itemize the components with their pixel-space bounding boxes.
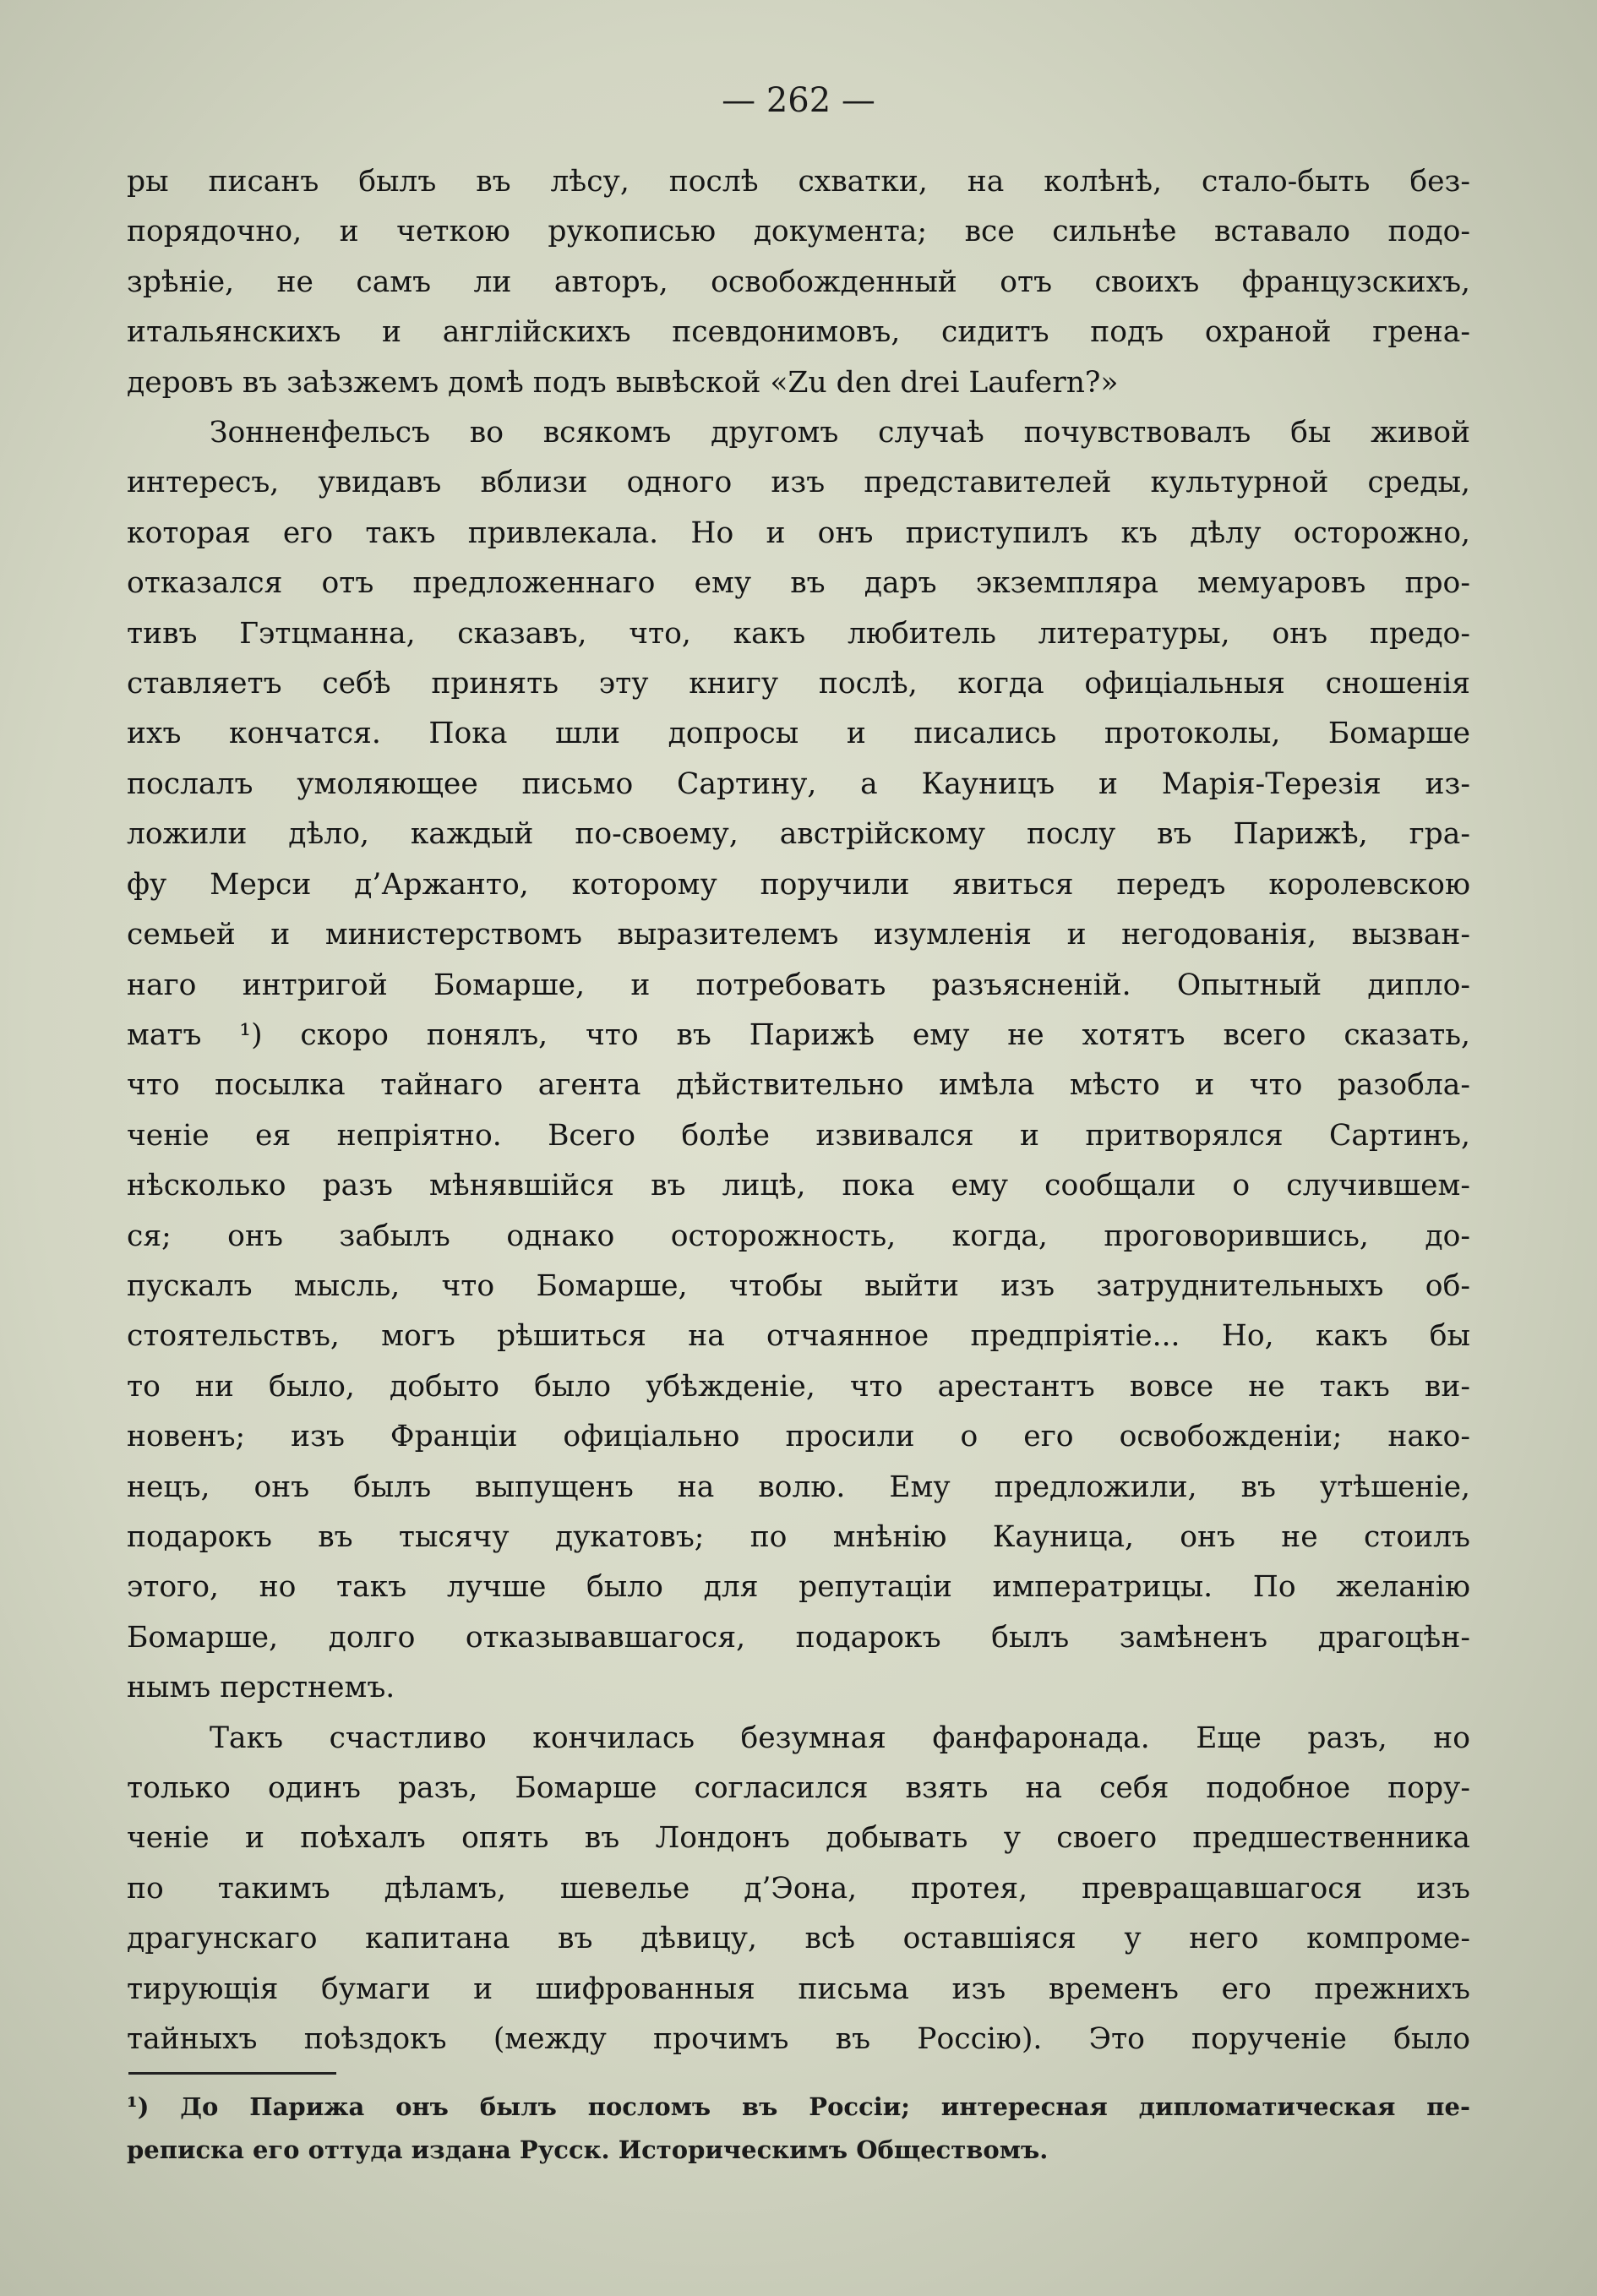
paragraph-3 <box>127 1714 1470 2065</box>
text-line: нецъ, онъ былъ выпущенъ на волю. Ему предложили, въ утѣшеніе, <box>127 1470 1470 1504</box>
text-line: что посылка тайнаго агента дѣйствительно имѣла мѣсто и что разобла- <box>127 1068 1470 1103</box>
text-line: ченіе и поѣхалъ опять въ Лондонъ добывать у своего предшественника <box>127 1821 1470 1856</box>
text-line: отказался отъ предложеннаго ему въ даръ экземпляра мемуаровъ про- <box>127 566 1470 601</box>
text-line: по такимъ дѣламъ, шевелье д’Эона, протея, превращавшагося изъ <box>127 1871 1470 1906</box>
text-line: подарокъ въ тысячу дукатовъ; по мнѣнію Кауница, онъ не стоилъ <box>127 1519 1470 1554</box>
text-line: этого, но такъ лучше было для репутаціи императрицы. По желанію <box>127 1570 1470 1605</box>
text-line: новенъ; изъ Франціи офиціально просили о его освобожденіи; нако- <box>127 1420 1470 1454</box>
text-line: интересъ, увидавъ вблизи одного изъ представителей культурной среды, <box>127 466 1470 500</box>
text-line: нѣсколько разъ мѣнявшійся въ лицѣ, пока ему сообщали о случившем- <box>127 1169 1470 1203</box>
text-line: ихъ кончатся. Пока шли допросы и писались протоколы, Бомарше <box>127 717 1470 751</box>
text-line: Такъ счастливо кончилась безумная фанфаронада. Еще разъ, но <box>210 1721 1470 1755</box>
text-line: ложили дѣло, каждый по-своему, австрійскому послу въ Парижѣ, гра- <box>127 817 1470 852</box>
text-line: итальянскихъ и англійскихъ псевдонимовъ, сидитъ подъ охраной грена- <box>127 315 1470 350</box>
text-line: фу Мерси д’Аржанто, которому поручили явиться передъ королевскою <box>127 867 1470 902</box>
text-line: тивъ Гэтцманна, сказавъ, что, какъ любитель литературы, онъ предо- <box>127 616 1470 651</box>
text-line: драгунскаго капитана въ дѣвицу, всѣ оставшіяся у него компроме- <box>127 1922 1470 1956</box>
text-line: наго интригой Бомарше, и потребовать разъясненій. Опытный дипло- <box>127 968 1470 1002</box>
text-line: тайныхъ поѣздокъ (между прочимъ въ Россію). Это порученіе было <box>127 2022 1470 2057</box>
text-line: только одинъ разъ, Бомарше согласился взять на себя подобное пору- <box>127 1771 1470 1805</box>
text-line: тирующія бумаги и шифрованныя письма изъ временъ его прежнихъ <box>127 1972 1470 2006</box>
footnote-line: реписка его оттуда издана Русск. Историческимъ Обществомъ. <box>127 2135 1049 2164</box>
footnote <box>127 2086 1470 2172</box>
text-line: Бомарше, долго отказывавшагося, подарокъ былъ замѣненъ драгоцѣн- <box>127 1620 1470 1655</box>
text-line: пускалъ мысль, что Бомарше, чтобы выйти изъ затруднительныхъ об- <box>127 1268 1470 1303</box>
text-line: ченіе ея непріятно. Всего болѣе извивался и притворялся Сартинъ, <box>127 1118 1470 1153</box>
text-line: ры писанъ былъ въ лѣсу, послѣ схватки, на колѣнѣ, стало-быть без- <box>127 165 1470 199</box>
text-line: деровъ въ заѣзжемъ домѣ подъ вывѣской «Zu den drei Laufern?» <box>127 365 1119 400</box>
text-line: ставляетъ себѣ принять эту книгу послѣ, когда офиціальныя сношенія <box>127 667 1470 701</box>
text-line: стоятельствъ, могъ рѣшиться на отчаянное предпріятіе... Но, какъ бы <box>127 1319 1470 1354</box>
text-line: порядочно, и четкою рукописью документа; все сильнѣе вставало подо- <box>127 215 1470 249</box>
text-line: семьей и министерствомъ выразителемъ изумленія и негодованія, вызван- <box>127 918 1470 952</box>
paragraph-2 <box>127 408 1470 1714</box>
text-line: Зонненфельсъ во всякомъ другомъ случаѣ почувствовалъ бы живой <box>210 416 1470 450</box>
body-text <box>127 157 1470 2064</box>
paragraph-1 <box>127 157 1470 408</box>
text-line: нымъ перстнемъ. <box>127 1671 395 1705</box>
text-line: матъ ¹) скоро понялъ, что въ Парижѣ ему не хотятъ всего сказать, <box>127 1017 1470 1052</box>
text-line: то ни было, добыто было убѣжденіе, что арестантъ вовсе не такъ ви- <box>127 1369 1470 1404</box>
text-line: ся; онъ забылъ однако осторожность, когда, проговорившись, до- <box>127 1219 1470 1253</box>
footnote-line: ¹) До Парижа онъ былъ посломъ въ Россіи; интересная дипломатическая пе- <box>127 2092 1470 2121</box>
text-line: зрѣніе, не самъ ли авторъ, освобожденный отъ своихъ французскихъ, <box>127 265 1470 299</box>
page-number: — 262 — <box>722 81 875 120</box>
text-line: послалъ умоляющее письмо Сартину, а Кауницъ и Марія-Терезія из- <box>127 766 1470 801</box>
text-line: которая его такъ привлекала. Но и онъ приступилъ къ дѣлу осторожно, <box>127 515 1470 550</box>
footnote-rule <box>128 2072 336 2075</box>
